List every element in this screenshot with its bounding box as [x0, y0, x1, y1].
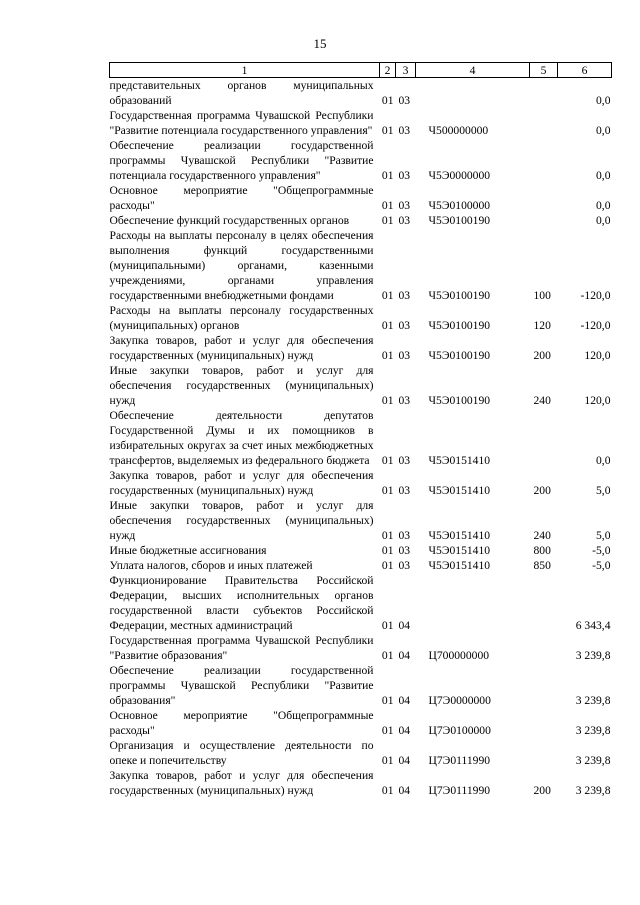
- header-col-5: 5: [530, 63, 558, 78]
- row-expense-type: 200: [533, 484, 551, 497]
- table-row: [110, 228, 612, 303]
- row-subsection-code: 03: [398, 529, 411, 542]
- table-row: [110, 498, 612, 543]
- row-expense-type: [530, 138, 558, 183]
- row-subsection-code: 04: [398, 754, 411, 767]
- header-col-2: 2: [380, 63, 396, 78]
- row-target-article: Ч5Э0100190: [428, 214, 491, 227]
- row-expense-type: 800: [533, 544, 551, 557]
- row-section-code: 01: [381, 544, 394, 557]
- row-amount: 0,0: [596, 454, 611, 467]
- row-expense-type: 100: [533, 289, 551, 302]
- row-target-article: Ч5Э0100000: [428, 199, 491, 212]
- row-expense-type: 850: [533, 559, 551, 572]
- row-amount: 3 239,8: [575, 724, 611, 737]
- row-target-article: Ц7Э0111990: [428, 754, 491, 767]
- row-name: Уплата налогов, сборов и иных платежей: [109, 559, 313, 572]
- row-subsection-code: 03: [398, 454, 411, 467]
- row-target-article: Ч5Э0151410: [428, 559, 491, 572]
- budget-table: [109, 62, 612, 798]
- table-row: [110, 768, 612, 798]
- table-row: [110, 708, 612, 738]
- row-target-article: Ч5Э0151410: [428, 454, 491, 467]
- table-row: [110, 738, 612, 768]
- row-amount: 0,0: [596, 199, 611, 212]
- row-amount: 5,0: [596, 529, 611, 542]
- row-section-code: 01: [381, 94, 394, 107]
- row-section-code: 01: [381, 559, 394, 572]
- row-name: Расходы на выплаты персоналу в целях обеспечения выполнения функций государственными (муниципальными) органами, казенными учреждениями, органами управления государственными внебюджетными фондами: [109, 229, 374, 302]
- row-section-code: 01: [381, 529, 394, 542]
- row-target-article: Ц7Э0000000: [428, 694, 491, 707]
- row-name: Расходы на выплаты персоналу государственных (муниципальных) органов: [109, 304, 374, 332]
- row-name: Обеспечение реализации государственной программы Чувашской Республики "Развитие образования": [109, 664, 374, 707]
- table-row: [110, 633, 612, 663]
- row-subsection-code: 03: [398, 289, 411, 302]
- row-target-article: Ц7Э0111990: [428, 784, 491, 797]
- row-section-code: 01: [381, 349, 394, 362]
- row-expense-type: [530, 738, 558, 768]
- row-name: Основное мероприятие "Общепрограммные расходы": [109, 709, 374, 737]
- row-target-article: [416, 573, 530, 633]
- row-section-code: 01: [381, 124, 394, 137]
- row-target-article: Ч500000000: [428, 124, 489, 137]
- row-name: Обеспечение деятельности депутатов Государственной Думы и их помощников в избирательных округах за счет иных межбюджетных трансфертов, выделяемых из федерального бюджета: [109, 409, 374, 467]
- row-section-code: 01: [381, 214, 394, 227]
- row-target-article: Ч5Э0151410: [428, 529, 491, 542]
- table-row: [110, 183, 612, 213]
- row-section-code: 01: [381, 694, 394, 707]
- row-section-code: 01: [381, 169, 394, 182]
- row-subsection-code: 04: [398, 724, 411, 737]
- row-subsection-code: 03: [398, 544, 411, 557]
- row-expense-type: 240: [533, 529, 551, 542]
- row-expense-type: [530, 183, 558, 213]
- row-amount: 0,0: [596, 169, 611, 182]
- row-name: Закупка товаров, работ и услуг для обеспечения государственных (муниципальных) нужд: [109, 334, 374, 362]
- table-row: [110, 333, 612, 363]
- row-target-article: [416, 78, 530, 109]
- row-amount: 3 239,8: [575, 649, 611, 662]
- row-subsection-code: 03: [398, 484, 411, 497]
- row-target-article: Ч5Э0000000: [428, 169, 491, 182]
- row-expense-type: 200: [533, 349, 551, 362]
- table-row: [110, 138, 612, 183]
- row-amount: 3 239,8: [575, 754, 611, 767]
- row-name: Функционирование Правительства Российской Федерации, высших исполнительных органов государственной власти субъектов Российской Федерации, местных администраций: [109, 574, 374, 632]
- row-name: Обеспечение реализации государственной программы Чувашской Республики "Развитие потенциала государственного управления": [109, 139, 374, 182]
- row-amount: -5,0: [592, 559, 611, 572]
- row-subsection-code: 03: [398, 394, 411, 407]
- row-amount: 0,0: [596, 94, 611, 107]
- row-amount: 0,0: [596, 214, 611, 227]
- row-name: Иные закупки товаров, работ и услуг для обеспечения государственных (муниципальных) нужд: [109, 499, 374, 542]
- row-target-article: Ц700000000: [428, 649, 490, 662]
- table-row: [110, 408, 612, 468]
- row-name: Иные закупки товаров, работ и услуг для обеспечения государственных (муниципальных) нужд: [109, 364, 374, 407]
- row-subsection-code: 03: [398, 559, 411, 572]
- table-row: [110, 573, 612, 633]
- table-row: [110, 78, 612, 109]
- row-subsection-code: 04: [398, 649, 411, 662]
- row-amount: 120,0: [584, 394, 611, 407]
- row-section-code: 01: [381, 619, 394, 632]
- row-amount: -5,0: [592, 544, 611, 557]
- table-row: [110, 213, 612, 228]
- row-expense-type: 240: [533, 394, 551, 407]
- row-target-article: Ч5Э0100190: [428, 394, 491, 407]
- table-row: [110, 468, 612, 498]
- row-subsection-code: 03: [398, 124, 411, 137]
- table-row: [110, 363, 612, 408]
- row-target-article: Ч5Э0151410: [428, 484, 491, 497]
- row-name: Государственная программа Чувашской Республики "Развитие образования": [109, 634, 374, 662]
- row-expense-type: [530, 408, 558, 468]
- table-header: [110, 63, 612, 78]
- row-expense-type: 200: [533, 784, 551, 797]
- row-section-code: 01: [381, 784, 394, 797]
- row-subsection-code: 04: [398, 784, 411, 797]
- row-amount: 3 239,8: [575, 784, 611, 797]
- row-target-article: Ч5Э0100190: [428, 349, 491, 362]
- row-subsection-code: 03: [398, 169, 411, 182]
- row-target-article: Ц7Э0100000: [428, 724, 491, 737]
- row-name: Организация и осуществление деятельности по опеке и попечительству: [109, 739, 374, 767]
- table-row: [110, 543, 612, 558]
- row-expense-type: 120: [533, 319, 551, 332]
- header-col-4: 4: [416, 63, 530, 78]
- row-section-code: 01: [381, 319, 394, 332]
- row-section-code: 01: [381, 754, 394, 767]
- row-section-code: 01: [381, 649, 394, 662]
- row-subsection-code: 03: [398, 199, 411, 212]
- row-subsection-code: 03: [398, 94, 411, 107]
- table-row: [110, 558, 612, 573]
- header-col-6: 6: [558, 63, 612, 78]
- row-subsection-code: 03: [398, 214, 411, 227]
- row-expense-type: [530, 213, 558, 228]
- row-expense-type: [530, 708, 558, 738]
- row-name: представительных органов муниципальных образований: [109, 79, 374, 107]
- row-target-article: Ч5Э0100190: [428, 289, 491, 302]
- row-amount: 5,0: [596, 484, 611, 497]
- table-row: [110, 663, 612, 708]
- row-name: Иные бюджетные ассигнования: [109, 544, 267, 557]
- row-expense-type: [530, 663, 558, 708]
- row-amount: 6 343,4: [575, 619, 611, 632]
- table-body: [110, 78, 612, 799]
- page-number: 15: [313, 36, 327, 51]
- row-name: Обеспечение функций государственных органов: [109, 214, 350, 227]
- row-section-code: 01: [381, 484, 394, 497]
- row-section-code: 01: [381, 394, 394, 407]
- row-subsection-code: 04: [398, 619, 411, 632]
- row-section-code: 01: [381, 454, 394, 467]
- row-amount: -120,0: [580, 289, 611, 302]
- row-amount: 3 239,8: [575, 694, 611, 707]
- row-expense-type: [530, 108, 558, 138]
- row-name: Закупка товаров, работ и услуг для обеспечения государственных (муниципальных) нужд: [109, 769, 374, 797]
- row-section-code: 01: [381, 289, 394, 302]
- header-col-1: 1: [110, 63, 380, 78]
- row-subsection-code: 04: [398, 694, 411, 707]
- row-subsection-code: 03: [398, 349, 411, 362]
- header-row: [110, 63, 612, 78]
- row-expense-type: [530, 78, 558, 109]
- header-col-3: 3: [396, 63, 416, 78]
- row-name: Основное мероприятие "Общепрограммные расходы": [109, 184, 374, 212]
- row-target-article: Ч5Э0151410: [428, 544, 491, 557]
- row-section-code: 01: [381, 199, 394, 212]
- row-name: Государственная программа Чувашской Республики "Развитие потенциала государственного управления": [109, 109, 374, 137]
- row-expense-type: [530, 573, 558, 633]
- row-amount: 120,0: [584, 349, 611, 362]
- row-expense-type: [530, 633, 558, 663]
- row-amount: -120,0: [580, 319, 611, 332]
- table-row: [110, 303, 612, 333]
- row-target-article: Ч5Э0100190: [428, 319, 491, 332]
- row-subsection-code: 03: [398, 319, 411, 332]
- row-section-code: 01: [381, 724, 394, 737]
- row-name: Закупка товаров, работ и услуг для обеспечения государственных (муниципальных) нужд: [109, 469, 374, 497]
- table-row: [110, 108, 612, 138]
- row-amount: 0,0: [596, 124, 611, 137]
